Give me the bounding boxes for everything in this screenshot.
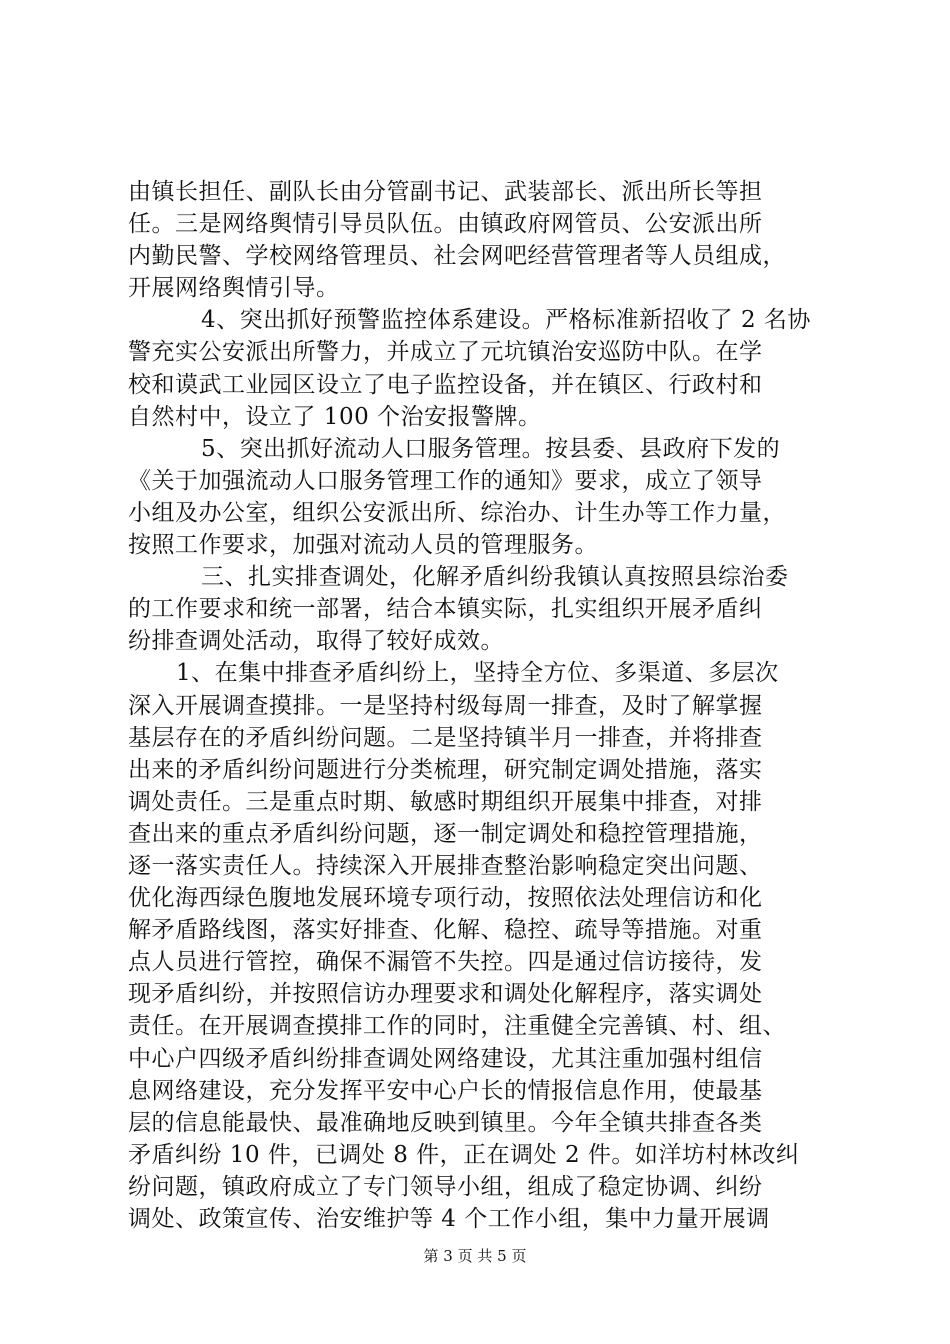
text-line: 查出来的重点矛盾纠纷问题，逐一制定调处和稳控管理措施，	[128, 820, 763, 847]
text-line: 调处责任。三是重点时期、敏感时期组织开展集中排查，对排	[128, 788, 763, 815]
text-line: 的工作要求和统一部署，结合本镇实际，扎实组织开展矛盾纠	[128, 596, 763, 623]
text-line: 任。三是网络舆情引导员队伍。由镇政府网管员、公安派出所	[128, 211, 763, 238]
text-line: 按照工作要求，加强对流动人员的管理服务。	[128, 532, 598, 559]
page-footer: 第 3 页 共 5 页	[423, 1247, 527, 1265]
text-line: 开展网络舆情引导。	[128, 275, 340, 302]
text-line: 优化海西绿色腹地发展环境专项行动，按照依法处理信访和化	[128, 885, 763, 912]
text-line: 逐一落实责任人。持续深入开展排查整治影响稳定突出问题、	[128, 852, 763, 879]
text-line: 4、突出抓好预警监控体系建设。严格标准新招收了 2 名协	[201, 307, 811, 334]
text-line: 三、扎实排查调处，化解矛盾纠纷我镇认真按照县综治委	[201, 564, 789, 591]
text-line: 自然村中，设立了 100 个治安报警牌。	[128, 403, 542, 430]
text-line: 点人员进行管控，确保不漏管不失控。四是通过信访接待，发	[128, 949, 763, 976]
text-line: 由镇长担任、副队长由分管副书记、武装部长、派出所长等担	[128, 179, 763, 205]
text-line: 警充实公安派出所警力，并成立了元坑镇治安巡防中队。在学	[128, 339, 763, 366]
text-line: 息网络建设，充分发挥平安中心户长的情报信息作用，使最基	[128, 1077, 763, 1104]
body-text	[128, 176, 828, 1235]
text-line: 调处、政策宣传、治安维护等 4 个工作小组，集中力量开展调	[128, 1206, 770, 1232]
text-line: 纷问题，镇政府成立了专门领导小组，组成了稳定协调、纠纷	[128, 1173, 763, 1200]
text-line: 解矛盾路线图，落实好排查、化解、稳控、疏导等措施。对重	[128, 917, 763, 944]
text-line: 《关于加强流动人口服务管理工作的通知》要求，成立了领导	[128, 467, 763, 494]
text-line: 责任。在开展调查摸排工作的同时，注重健全完善镇、村、组、	[128, 1013, 786, 1040]
text-line: 层的信息能最快、最准确地反映到镇里。今年全镇共排查各类	[128, 1109, 763, 1136]
text-line: 5、突出抓好流动人口服务管理。按县委、县政府下发的	[201, 435, 781, 462]
text-line: 矛盾纠纷 10 件，已调处 8 件，正在调处 2 件。如洋坊村林改纠	[128, 1141, 800, 1168]
text-line: 中心户四级矛盾纠纷排查调处网络建设，尤其注重加强村组信	[128, 1045, 763, 1072]
text-line: 校和谟武工业园区设立了电子监控设备，并在镇区、行政村和	[128, 371, 763, 398]
text-line: 内勤民警、学校网络管理员、社会网吧经营管理者等人员组成，	[128, 243, 786, 270]
text-line: 基层存在的矛盾纠纷问题。二是坚持镇半月一排查，并将排查	[128, 724, 763, 751]
text-line: 深入开展调查摸排。一是坚持村级每周一排查，及时了解掌握	[128, 692, 763, 719]
text-line: 小组及办公室，组织公安派出所、综治办、计生办等工作力量，	[128, 499, 786, 526]
text-line: 现矛盾纠纷，并按照信访办理要求和调处化解程序，落实调处	[128, 981, 763, 1008]
text-line: 纷排查调处活动，取得了较好成效。	[128, 628, 504, 655]
text-line: 1、在集中排查矛盾纠纷上，坚持全方位、多渠道、多层次	[176, 660, 779, 687]
text-line: 出来的矛盾纠纷问题进行分类梳理，研究制定调处措施，落实	[128, 756, 763, 783]
